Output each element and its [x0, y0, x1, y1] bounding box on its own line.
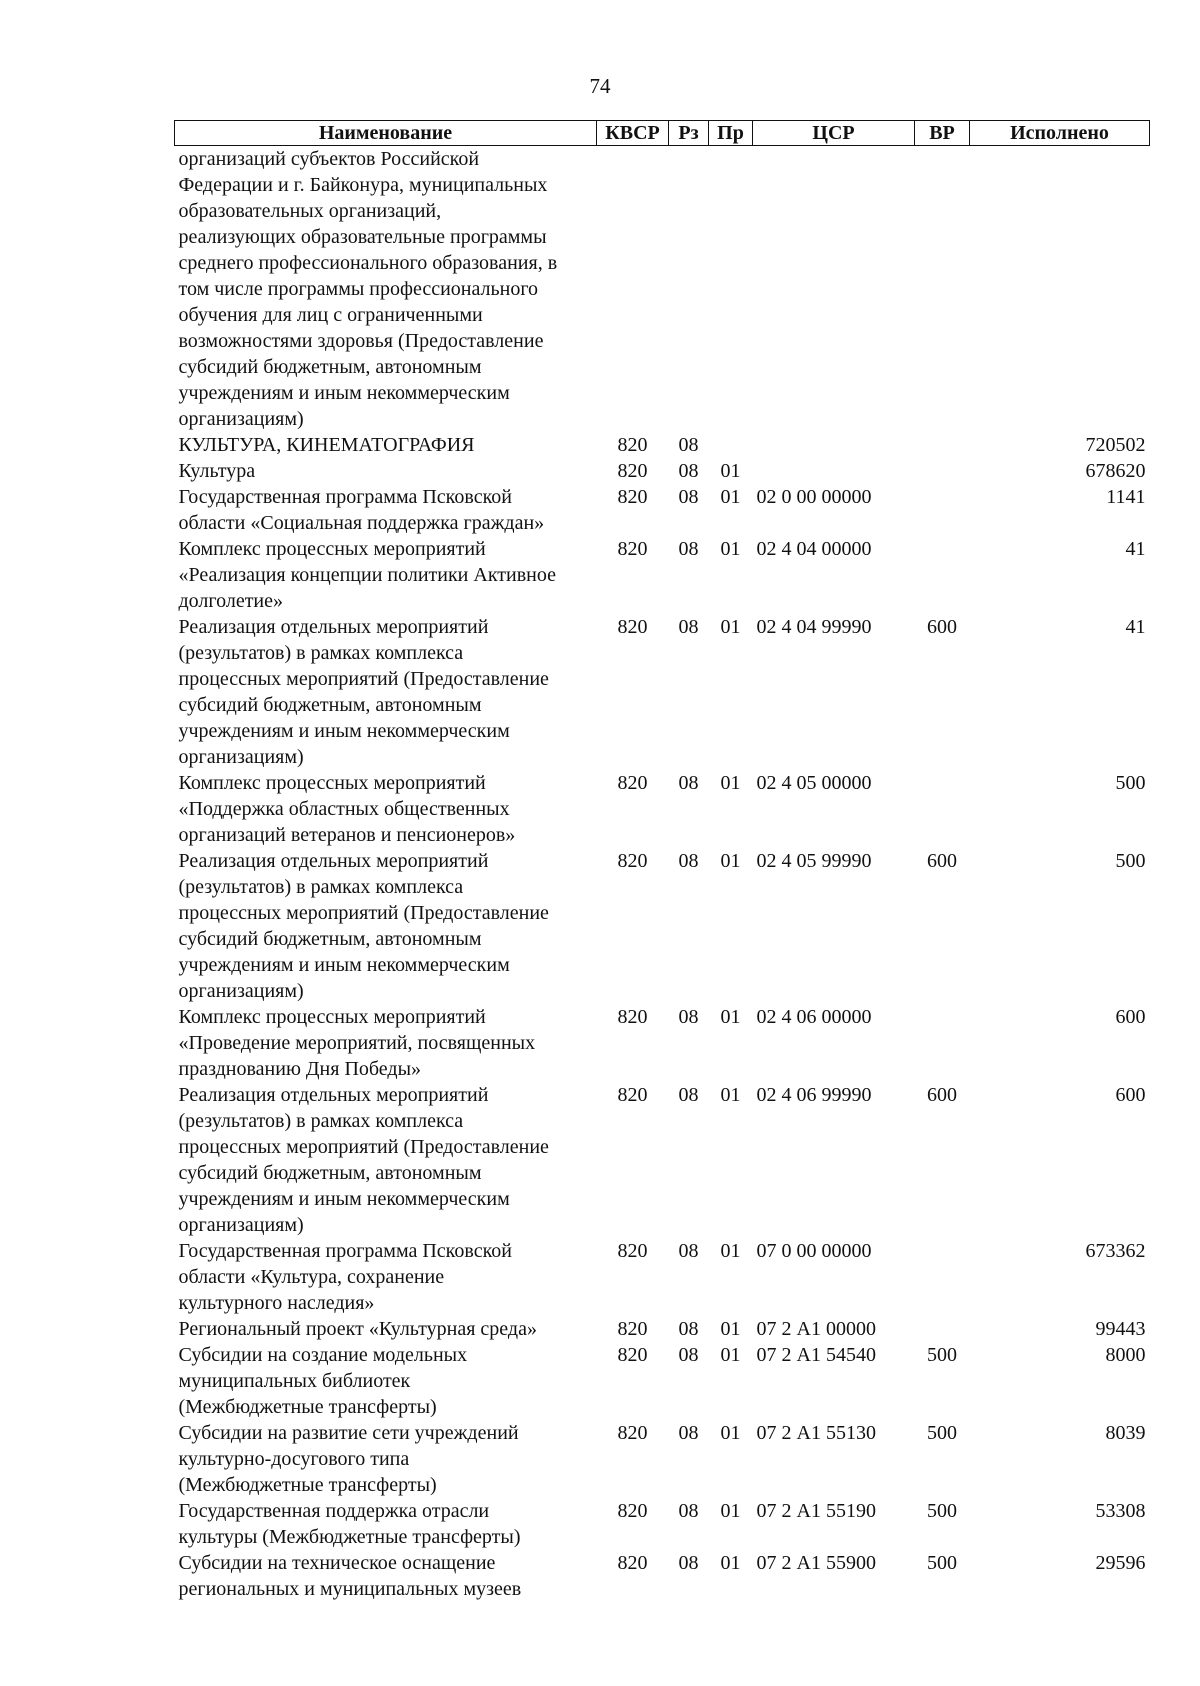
row-executed: 41 — [1125, 616, 1146, 638]
row-vr — [915, 1238, 970, 1316]
header-vr: ВР — [915, 121, 970, 146]
table-row — [175, 458, 1150, 484]
row-rz: 08 — [678, 850, 699, 872]
row-vr — [915, 536, 970, 614]
row-kvsr: 820 — [617, 434, 648, 456]
row-pr: 01 — [720, 486, 741, 508]
row-executed: 720502 — [1085, 434, 1146, 456]
row-kvsr: 820 — [617, 460, 648, 482]
row-csr: 07 2 А1 55900 — [756, 1552, 876, 1574]
row-pr: 01 — [720, 1344, 741, 1366]
table-header — [175, 121, 1150, 146]
row-kvsr: 820 — [617, 1318, 648, 1340]
row-name-line: Государственная поддержка отрасли — [178, 1500, 490, 1522]
row-rz: 08 — [678, 1318, 699, 1340]
row-kvsr: 820 — [617, 538, 648, 560]
row-name-line: учреждениям и иным некоммерческим — [178, 1188, 510, 1210]
row-kvsr: 820 — [617, 1422, 648, 1444]
table-row — [175, 1550, 1150, 1602]
row-name-line: субсидий бюджетным, автономным — [178, 694, 482, 716]
row-name-line: Реализация отдельных мероприятий — [178, 616, 489, 638]
row-rz: 08 — [678, 1006, 699, 1028]
row-name-line: празднованию Дня Победы» — [178, 1058, 422, 1080]
row-name-line: процессных мероприятий (Предоставление — [178, 1136, 549, 1158]
row-name-line: Культура — [178, 460, 256, 482]
row-rz: 08 — [678, 434, 699, 456]
row-name-line: организациям) — [178, 980, 304, 1002]
row-name-line: «Проведение мероприятий, посвященных — [178, 1032, 536, 1054]
table-row — [175, 1004, 1150, 1082]
row-rz: 08 — [678, 486, 699, 508]
row-name-line: организациям) — [178, 408, 304, 430]
row-name — [175, 1238, 597, 1316]
row-name — [175, 1004, 597, 1082]
row-vr: 500 — [927, 1552, 957, 1574]
row-kvsr: 820 — [617, 850, 648, 872]
row-vr — [915, 1316, 970, 1342]
table-row — [175, 848, 1150, 1004]
row-pr: 01 — [720, 1006, 741, 1028]
row-name-line: (результатов) в рамках комплекса — [178, 1110, 464, 1132]
row-executed: 53308 — [1095, 1500, 1146, 1522]
row-pr: 01 — [720, 1318, 741, 1340]
row-name — [175, 1082, 597, 1238]
row-kvsr: 820 — [617, 1344, 648, 1366]
row-rz: 08 — [678, 772, 699, 794]
row-name-line: возможностями здоровья (Предоставление — [178, 330, 544, 352]
table-row — [175, 614, 1150, 770]
row-name-line: субсидий бюджетным, автономным — [178, 1162, 482, 1184]
row-name-line: процессных мероприятий (Предоставление — [178, 902, 549, 924]
row-name — [175, 1342, 597, 1420]
row-name-line: «Поддержка областных общественных — [178, 798, 510, 820]
row-pr — [709, 146, 753, 433]
row-vr — [915, 432, 970, 458]
row-name-line: том числе программы профессионального — [178, 278, 539, 300]
row-executed: 29596 — [1095, 1552, 1146, 1574]
row-name-line: организаций субъектов Российской — [178, 148, 480, 170]
table-row — [175, 1498, 1150, 1550]
row-kvsr: 820 — [617, 1552, 648, 1574]
row-kvsr: 820 — [617, 1006, 648, 1028]
row-name-line: (Межбюджетные трансферты) — [178, 1396, 437, 1418]
row-name-line: Комплекс процессных мероприятий — [178, 538, 486, 560]
row-csr: 07 2 А1 55130 — [756, 1422, 876, 1444]
row-vr: 600 — [927, 1084, 957, 1106]
row-name-line: долголетие» — [178, 590, 284, 612]
row-pr: 01 — [720, 538, 741, 560]
table-row — [175, 1420, 1150, 1498]
row-name-line: учреждениям и иным некоммерческим — [178, 720, 510, 742]
row-pr: 01 — [720, 616, 741, 638]
row-name — [175, 1550, 597, 1602]
header-rz: Рз — [669, 121, 709, 146]
row-csr: 02 4 05 00000 — [756, 772, 872, 794]
row-kvsr: 820 — [617, 616, 648, 638]
row-rz: 08 — [678, 460, 699, 482]
row-csr — [753, 146, 915, 433]
table-row — [175, 1316, 1150, 1342]
row-name-line: «Реализация концепции политики Активное — [178, 564, 556, 586]
row-name-line: Комплекс процессных мероприятий — [178, 772, 486, 794]
budget-table — [174, 120, 1150, 1602]
row-name-line: КУЛЬТУРА, КИНЕМАТОГРАФИЯ — [178, 434, 475, 456]
row-name-line: Государственная программа Псковской — [178, 486, 512, 508]
row-name-line: процессных мероприятий (Предоставление — [178, 668, 549, 690]
row-pr: 01 — [720, 1240, 741, 1262]
row-name-line: Комплекс процессных мероприятий — [178, 1006, 486, 1028]
row-name — [175, 1316, 597, 1342]
row-rz: 08 — [678, 1500, 699, 1522]
row-name-line: муниципальных библиотек — [178, 1370, 411, 1392]
header-csr: ЦСР — [753, 121, 915, 146]
row-name-line: среднего профессионального образования, в — [178, 252, 558, 274]
table-body — [175, 146, 1150, 1603]
row-executed: 500 — [1115, 850, 1146, 872]
row-name-line: учреждениям и иным некоммерческим — [178, 382, 510, 404]
row-csr: 02 4 04 99990 — [756, 616, 872, 638]
row-executed: 600 — [1115, 1084, 1146, 1106]
row-name-line: обучения для лиц с ограниченными — [178, 304, 483, 326]
header-kvsr: КВСР — [597, 121, 669, 146]
row-csr: 02 4 06 00000 — [756, 1006, 872, 1028]
row-executed: 600 — [1115, 1006, 1146, 1028]
row-rz: 08 — [678, 1552, 699, 1574]
row-name — [175, 770, 597, 848]
page-number: 74 — [589, 74, 611, 98]
row-vr: 600 — [927, 616, 957, 638]
table-row — [175, 770, 1150, 848]
row-pr: 01 — [720, 1422, 741, 1444]
row-pr: 01 — [720, 850, 741, 872]
row-kvsr: 820 — [617, 1500, 648, 1522]
row-executed: 678620 — [1085, 460, 1146, 482]
row-name-line: Реализация отдельных мероприятий — [178, 1084, 489, 1106]
row-name — [175, 614, 597, 770]
row-pr: 01 — [720, 1500, 741, 1522]
row-name-line: Субсидии на техническое оснащение — [178, 1552, 496, 1574]
row-rz: 08 — [678, 538, 699, 560]
row-executed: 500 — [1115, 772, 1146, 794]
row-csr: 07 2 А1 55190 — [756, 1500, 876, 1522]
row-name-line: культурного наследия» — [178, 1292, 375, 1314]
row-kvsr: 820 — [617, 486, 648, 508]
row-pr: 01 — [720, 1552, 741, 1574]
row-csr — [753, 432, 915, 458]
row-pr: 01 — [720, 1084, 741, 1106]
row-name-line: региональных и муниципальных музеев — [178, 1578, 522, 1600]
row-name — [175, 536, 597, 614]
row-pr: 01 — [720, 460, 741, 482]
row-rz — [669, 146, 709, 433]
row-rz: 08 — [678, 1344, 699, 1366]
row-name-line: образовательных организаций, — [178, 200, 442, 222]
header-name: Наименование — [175, 121, 597, 146]
row-name — [175, 146, 597, 433]
row-kvsr: 820 — [617, 1240, 648, 1262]
row-name — [175, 458, 597, 484]
row-name-line: культурно-досугового типа — [178, 1448, 410, 1470]
table-row — [175, 1342, 1150, 1420]
row-csr: 02 4 04 00000 — [756, 538, 872, 560]
table-row — [175, 146, 1150, 433]
row-name-line: области «Социальная поддержка граждан» — [178, 512, 545, 534]
row-name-line: Реализация отдельных мероприятий — [178, 850, 489, 872]
row-name-line: (Межбюджетные трансферты) — [178, 1474, 437, 1496]
row-vr — [915, 1004, 970, 1082]
row-kvsr: 820 — [617, 1084, 648, 1106]
row-vr — [915, 146, 970, 433]
row-name-line: Региональный проект «Культурная среда» — [178, 1318, 537, 1340]
row-name — [175, 484, 597, 536]
row-csr: 07 0 00 00000 — [756, 1240, 872, 1262]
row-pr: 01 — [720, 772, 741, 794]
row-name-line: культуры (Межбюджетные трансферты) — [178, 1526, 521, 1548]
row-csr: 07 2 А1 00000 — [756, 1318, 876, 1340]
table-row — [175, 432, 1150, 458]
row-kvsr — [597, 146, 669, 433]
row-executed: 99443 — [1095, 1318, 1146, 1340]
row-name — [175, 432, 597, 458]
row-name-line: области «Культура, сохранение — [178, 1266, 445, 1288]
row-executed: 41 — [1125, 538, 1146, 560]
row-name-line: субсидий бюджетным, автономным — [178, 928, 482, 950]
row-name-line: организациям) — [178, 1214, 304, 1236]
row-name-line: реализующих образовательные программы — [178, 226, 547, 248]
row-pr — [709, 432, 753, 458]
row-executed: 8000 — [1105, 1344, 1146, 1366]
row-csr: 02 4 06 99990 — [756, 1084, 872, 1106]
row-csr — [753, 458, 915, 484]
row-name-line: организациям) — [178, 746, 304, 768]
row-executed: 8039 — [1105, 1422, 1146, 1444]
row-name-line: организаций ветеранов и пенсионеров» — [178, 824, 516, 846]
table-row — [175, 1238, 1150, 1316]
row-name-line: Федерации и г. Байконура, муниципальных — [178, 174, 548, 196]
row-name-line: Субсидии на развитие сети учреждений — [178, 1422, 519, 1444]
row-name-line: (результатов) в рамках комплекса — [178, 876, 464, 898]
row-executed — [970, 146, 1150, 433]
row-csr: 02 4 05 99990 — [756, 850, 872, 872]
row-name-line: учреждениям и иным некоммерческим — [178, 954, 510, 976]
row-csr: 07 2 А1 54540 — [756, 1344, 876, 1366]
row-vr: 500 — [927, 1422, 957, 1444]
row-csr: 02 0 00 00000 — [756, 486, 872, 508]
row-executed: 1141 — [1106, 486, 1146, 508]
row-name-line: Государственная программа Псковской — [178, 1240, 512, 1262]
row-name — [175, 1420, 597, 1498]
row-name — [175, 1498, 597, 1550]
table-row — [175, 1082, 1150, 1238]
row-name-line: (результатов) в рамках комплекса — [178, 642, 464, 664]
table-row — [175, 536, 1150, 614]
header-pr: Пр — [709, 121, 753, 146]
row-vr: 500 — [927, 1500, 957, 1522]
row-rz: 08 — [678, 616, 699, 638]
row-vr: 600 — [927, 850, 957, 872]
table-row — [175, 484, 1150, 536]
row-vr — [915, 484, 970, 536]
row-rz: 08 — [678, 1240, 699, 1262]
row-name-line: субсидий бюджетным, автономным — [178, 356, 482, 378]
row-kvsr: 820 — [617, 772, 648, 794]
row-vr — [915, 458, 970, 484]
row-name — [175, 848, 597, 1004]
row-vr — [915, 770, 970, 848]
header-executed: Исполнено — [970, 121, 1150, 146]
row-rz: 08 — [678, 1422, 699, 1444]
row-name-line: Субсидии на создание модельных — [178, 1344, 468, 1366]
row-rz: 08 — [678, 1084, 699, 1106]
row-executed: 673362 — [1085, 1240, 1146, 1262]
row-vr: 500 — [927, 1344, 957, 1366]
